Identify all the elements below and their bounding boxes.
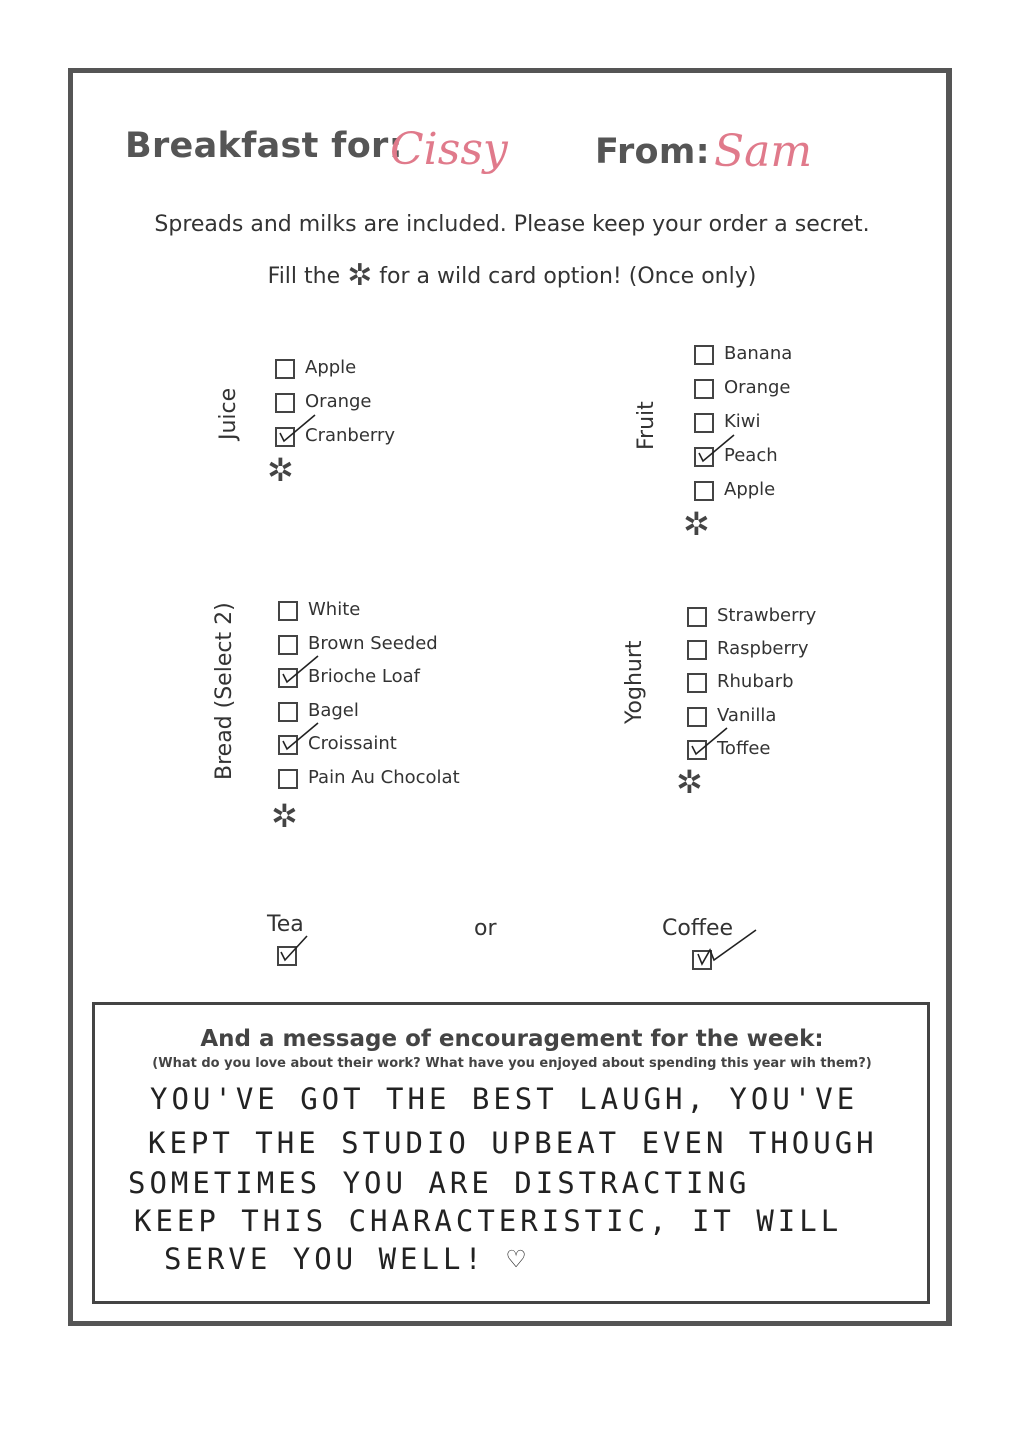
fruit-checkbox-0[interactable] <box>694 345 714 365</box>
bread-option-label: Brown Seeded <box>308 632 438 654</box>
bread-option-label: White <box>308 599 361 620</box>
bread-title: Bread (Select 2) <box>212 602 237 780</box>
yoghurt-option-label: Raspberry <box>717 638 809 660</box>
checkbox-checked-icon <box>280 721 322 755</box>
coffee-check-icon <box>690 924 760 970</box>
message-title: And a message of encouragement for the week: <box>200 1026 824 1052</box>
fruit-checkbox-2[interactable] <box>694 413 714 433</box>
fruit-title: Fruit <box>634 401 659 450</box>
checkbox-checked-icon <box>277 413 319 447</box>
juice-wildcard-star-icon[interactable]: ✲ <box>267 451 294 489</box>
sender-name[interactable]: Sam <box>714 126 813 177</box>
bread-checkbox-3[interactable] <box>278 702 298 722</box>
tea-label: Tea <box>267 912 304 937</box>
juice-option-label: Apple <box>305 357 357 378</box>
checkbox-checked-icon <box>280 654 322 688</box>
bread-checkbox-5[interactable] <box>278 769 298 789</box>
yoghurt-option-label: Vanilla <box>717 704 777 726</box>
yoghurt-option-label: Toffee <box>717 737 771 759</box>
yoghurt-checkbox-2[interactable] <box>687 673 707 693</box>
instructions-before: Fill the <box>267 264 341 289</box>
yoghurt-option-label: Strawberry <box>717 605 817 626</box>
fruit-option-label: Peach <box>724 445 778 466</box>
fruit-wildcard-star-icon[interactable]: ✲ <box>683 505 710 543</box>
from-label: From: <box>595 132 710 172</box>
message-subtitle: (What do you love about their work? What have you enjoyed about spending this year wih them?) <box>152 1056 872 1071</box>
coffee-label: Coffee <box>662 916 734 941</box>
bread-option-label: Croissaint <box>308 733 397 755</box>
recipient-name[interactable]: Cissy <box>390 124 508 175</box>
juice-checkbox-1[interactable] <box>275 393 295 413</box>
yoghurt-title: Yoghurt <box>622 640 647 724</box>
tea-check-icon <box>275 930 315 970</box>
star-icon: ✲ <box>347 258 373 293</box>
bread-option-label: Bagel <box>308 699 359 721</box>
instructions-line-2 <box>0 256 1024 291</box>
message-line-5[interactable]: SERVE YOU WELL! ♡ <box>164 1242 529 1276</box>
yoghurt-wildcard-star-icon[interactable]: ✲ <box>676 763 703 801</box>
bread-checkbox-0[interactable] <box>278 601 298 621</box>
instructions-after: for a wild card option! (Once only) <box>379 264 757 289</box>
fruit-checkbox-4[interactable] <box>694 481 714 501</box>
message-line-3[interactable]: SOMETIMES YOU ARE DISTRACTING <box>128 1166 751 1200</box>
breakfast-for-label: Breakfast for: <box>125 126 403 166</box>
checkbox-checked-icon <box>696 433 738 467</box>
message-line-4[interactable]: KEEP THIS CHARACTERISTIC, IT WILL <box>134 1204 843 1238</box>
juice-option-label: Orange <box>305 391 372 412</box>
fruit-option-label: Banana <box>724 343 793 364</box>
bread-option-label: Brioche Loaf <box>308 666 420 688</box>
checkbox-checked-icon <box>689 726 731 760</box>
juice-option-label: Cranberry <box>305 425 396 446</box>
or-label: or <box>474 916 497 941</box>
juice-title: Juice <box>216 387 241 440</box>
message-line-1[interactable]: YOU'VE GOT THE BEST LAUGH, YOU'VE <box>150 1082 859 1116</box>
message-line-2[interactable]: KEPT THE STUDIO UPBEAT EVEN THOUGH <box>148 1126 878 1160</box>
fruit-option-label: Orange <box>724 377 791 398</box>
juice-checkbox-0[interactable] <box>275 359 295 379</box>
bread-checkbox-1[interactable] <box>278 635 298 655</box>
yoghurt-checkbox-0[interactable] <box>687 607 707 627</box>
fruit-checkbox-1[interactable] <box>694 379 714 399</box>
yoghurt-checkbox-3[interactable] <box>687 707 707 727</box>
fruit-option-label: Apple <box>724 479 776 500</box>
bread-option-label: Pain Au Chocolat <box>308 767 460 788</box>
bread-wildcard-star-icon[interactable]: ✲ <box>271 797 298 835</box>
fruit-option-label: Kiwi <box>724 411 761 432</box>
yoghurt-option-label: Rhubarb <box>717 671 794 693</box>
instructions-line-1: Spreads and milks are included. Please keep your order a secret. <box>154 212 870 237</box>
yoghurt-checkbox-1[interactable] <box>687 640 707 660</box>
